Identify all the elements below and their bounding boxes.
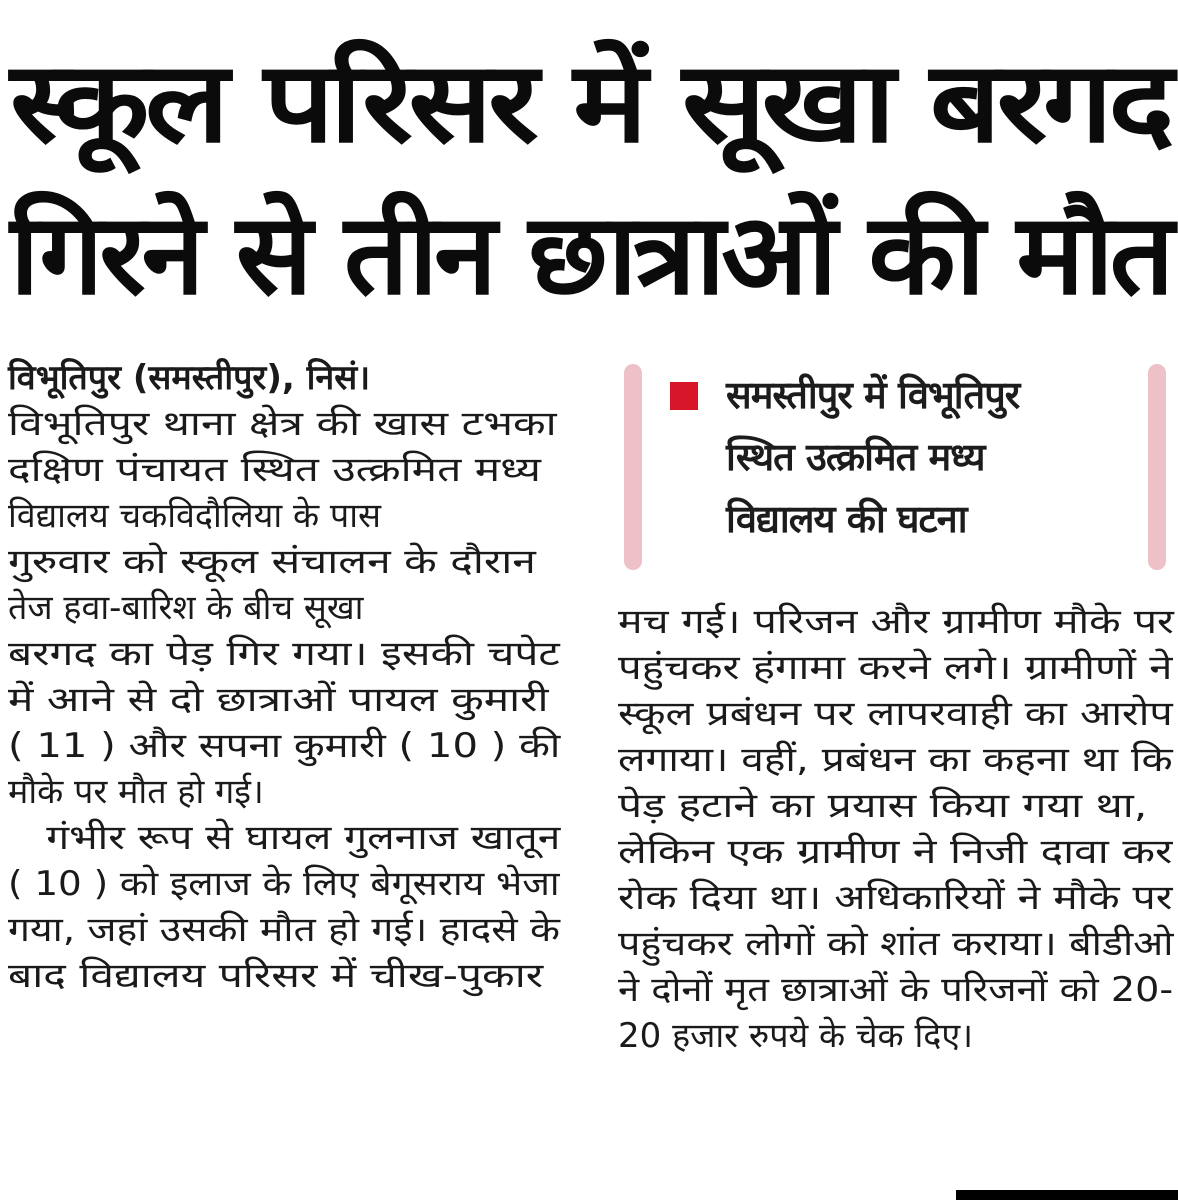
body-line: मौके पर मौत हो गई। <box>8 772 264 812</box>
pull-quote-line: स्थित उत्क्रमित मध्य <box>726 435 985 479</box>
body-line: स्कूल प्रबंधन पर लापरवाही का आरोप <box>618 694 1173 734</box>
page-corner-mark <box>956 1190 1178 1200</box>
body-line: 20 हजार रुपये के चेक दिए। <box>618 1016 974 1056</box>
pull-quote-line: समस्तीपुर में विभूतिपुर <box>726 373 1020 417</box>
body-line: बाद विद्यालय परिसर में चीख-पुकार <box>8 956 544 996</box>
body-line: ने दोनों मृत छात्राओं के परिजनों को 20- <box>618 970 1174 1010</box>
body-line: गंभीर रूप से घायल गुलनाज खातून <box>46 818 561 858</box>
pull-quote-right-bar <box>1148 364 1166 570</box>
body-line: पहुंचकर हंगामा करने लगे। ग्रामीणों ने <box>618 648 1173 688</box>
headline-line-1: स्कूल परिसर में सूखा बरगद <box>10 38 1171 168</box>
body-line: पेड़ हटाने का प्रयास किया गया था, <box>618 786 1148 826</box>
body-line: लगाया। वहीं, प्रबंधन का कहना था कि <box>618 740 1173 780</box>
body-line: विद्यालय चकविदौलिया के पास <box>8 496 382 536</box>
body-line: रोक दिया था। अधिकारियों ने मौके पर <box>618 878 1173 918</box>
dateline: विभूतिपुर (समस्तीपुर), निसं। <box>8 358 371 398</box>
headline-line-2: गिरने से तीन छात्राओं की मौत <box>10 190 1171 320</box>
pull-quote-line: विद्यालय की घटना <box>726 497 967 541</box>
article-left-column <box>8 355 560 999</box>
body-line: मच गई। परिजन और ग्रामीण मौके पर <box>618 602 1174 642</box>
body-line: विभूतिपुर थाना क्षेत्र की खास टभका <box>8 404 557 444</box>
body-line: बरगद का पेड़ गिर गया। इसकी चपेट <box>8 634 560 674</box>
body-line: ( 11 ) और सपना कुमारी ( 10 ) की <box>8 726 561 766</box>
body-line: पहुंचकर लोगों को शांत कराया। बीडीओ <box>618 924 1174 964</box>
body-line: दक्षिण पंचायत स्थित उत्क्रमित मध्य <box>8 450 541 490</box>
body-line: में आने से दो छात्राओं पायल कुमारी <box>8 680 549 720</box>
body-line: गुरुवार को स्कूल संचालन के दौरान <box>8 542 536 582</box>
body-line: ( 10 ) को इलाज के लिए बेगूसराय भेजा <box>8 864 560 904</box>
article-right-column <box>618 599 1173 1059</box>
body-line: तेज हवा-बारिश के बीच सूखा <box>8 588 364 628</box>
body-line: लेकिन एक ग्रामीण ने निजी दावा कर <box>618 832 1173 872</box>
pull-quote-text <box>726 364 1146 550</box>
body-line: गया, जहां उसकी मौत हो गई। हादसे के <box>8 910 561 950</box>
